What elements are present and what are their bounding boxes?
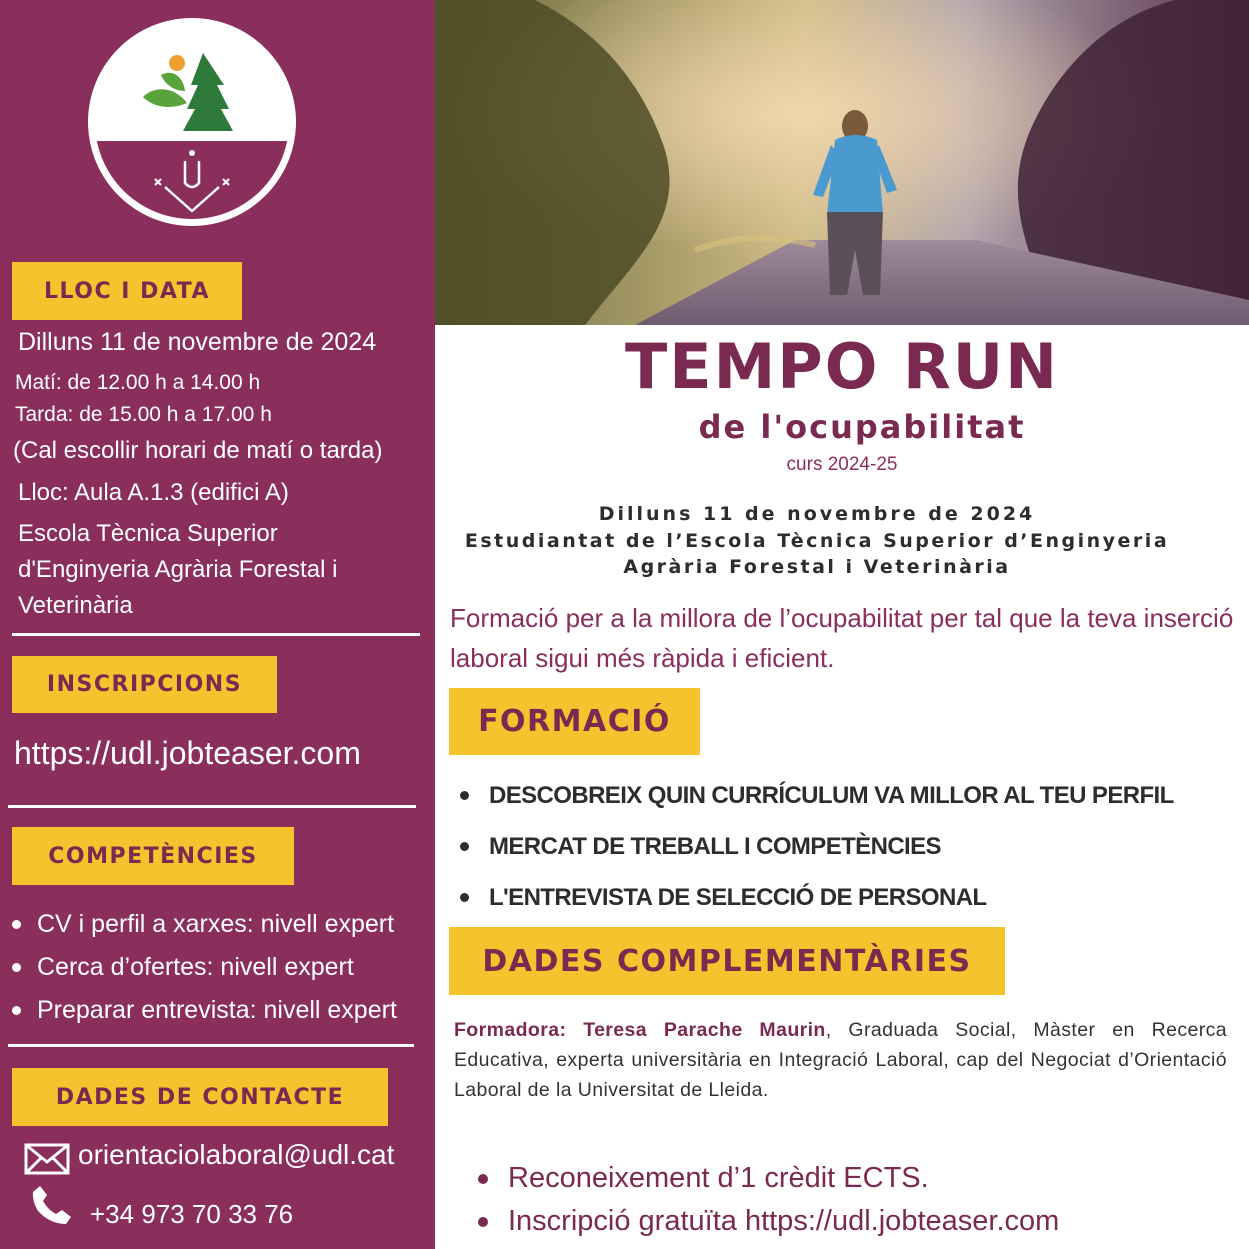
hero-photo-runner — [435, 0, 1249, 325]
audience-line-2: Agrària Forestal i Veterinària — [623, 556, 1011, 578]
morning-schedule: Matí: de 12.00 h a 14.00 h — [15, 371, 261, 394]
list-item: CV i perfil a xarxes: nivell expert — [12, 903, 397, 946]
list-item: Reconeixement d’1 crèdit ECTS. — [478, 1157, 1059, 1200]
afternoon-schedule: Tarda: de 15.00 h a 17.00 h — [15, 403, 272, 426]
list-item: Preparar entrevista: nivell expert — [12, 989, 397, 1032]
formacio-heading: FORMACIÓ — [449, 688, 700, 755]
event-date-main: Dilluns 11 de novembre de 2024 — [598, 503, 1036, 525]
inscripcions-heading: INSCRIPCIONS — [12, 656, 277, 713]
phone-icon — [30, 1183, 74, 1227]
competencies-heading: COMPETÈNCIES — [12, 827, 294, 885]
complementary-list — [478, 1157, 1059, 1243]
runner-image — [435, 0, 1249, 325]
list-item: Inscripció gratuïta https://udl.jobteaser.com — [478, 1200, 1059, 1243]
list-item: L'ENTREVISTA DE SELECCIÓ DE PERSONAL — [460, 872, 1174, 923]
logo-graphic — [95, 25, 289, 219]
logo-emblem — [95, 25, 289, 219]
trainer-description: , Graduada Social, Màster en Recerca Educativa, experta universitària en Integració Laboral, cap del Negociat d’Orientació Laboral de la Universitat de Lleida. — [454, 1019, 1227, 1101]
intro-text: Formació per a la millora de l’ocupabilitat per tal que la teva inserció laboral sigui més ràpida i eficient. — [450, 603, 1234, 673]
list-item: Cerca d’ofertes: nivell expert — [12, 946, 397, 989]
contact-heading: DADES DE CONTACTE — [12, 1068, 388, 1126]
divider — [8, 805, 416, 808]
trainer-name: Formadora: Teresa Parache Maurin — [454, 1019, 826, 1041]
complementaries-heading: DADES COMPLEMENTÀRIES — [449, 927, 1005, 995]
sidebar — [0, 0, 435, 1249]
school-line-2: d'Enginyeria Agrària Forestal i — [18, 556, 338, 583]
audience-line-1: Estudiantat de l’Escola Tècnica Superior d’Enginyeria — [464, 530, 1170, 552]
school-line-1: Escola Tècnica Superior — [18, 520, 278, 547]
contact-email[interactable]: orientaciolaboral@udl.cat — [78, 1139, 395, 1170]
course-label: curs 2024-25 — [786, 454, 898, 475]
formacio-list — [460, 770, 1174, 923]
competencies-list — [12, 903, 397, 1032]
list-item: DESCOBREIX QUIN CURRÍCULUM VA MILLOR AL TEU PERFIL — [460, 770, 1174, 821]
envelope-icon — [24, 1143, 70, 1175]
divider — [12, 633, 420, 636]
registration-link[interactable]: https://udl.jobteaser.com — [14, 735, 361, 771]
page-title: TEMPO RUN — [624, 330, 1060, 403]
school-line-3: Veterinària — [18, 592, 133, 619]
schedule-note: (Cal escollir horari de matí o tarda) — [13, 437, 383, 464]
event-date: Dilluns 11 de novembre de 2024 — [18, 328, 377, 356]
page-subtitle: de l'ocupabilitat — [698, 408, 1026, 446]
trainer-bio — [454, 1015, 1227, 1105]
divider — [8, 1044, 414, 1047]
contact-phone[interactable]: +34 973 70 33 76 — [90, 1199, 294, 1229]
list-item: MERCAT DE TREBALL I COMPETÈNCIES — [460, 821, 1174, 872]
university-logo — [88, 18, 296, 226]
lloc-data-heading: LLOC I DATA — [12, 262, 242, 320]
location: Lloc: Aula A.1.3 (edifici A) — [18, 479, 289, 506]
